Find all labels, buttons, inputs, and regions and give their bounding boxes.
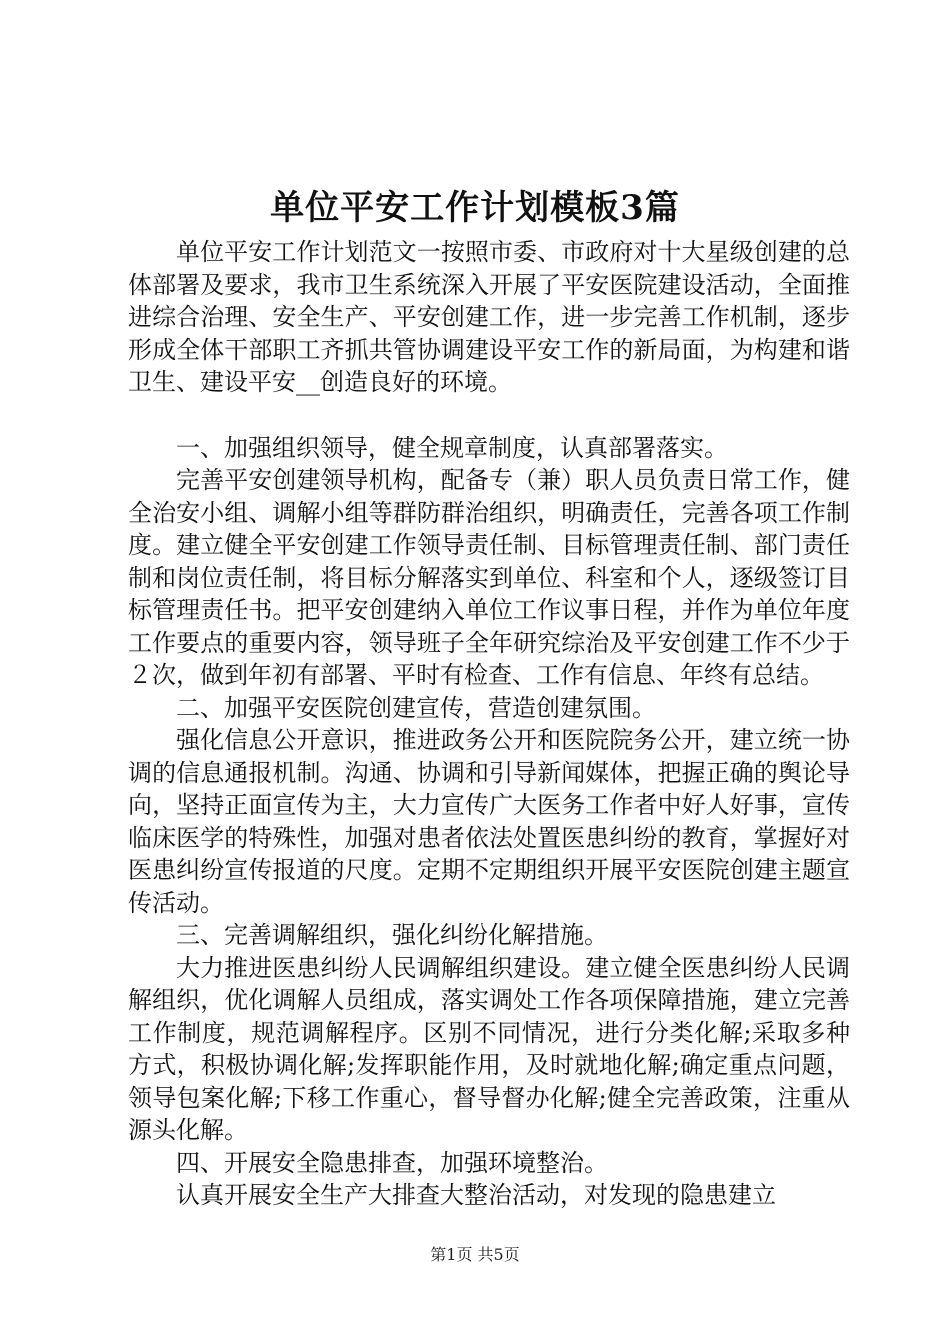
section-heading-2: 二、加强平安医院创建宣传，营造创建氛围。 <box>176 693 656 722</box>
paragraph-gap <box>128 399 850 432</box>
document-title: 单位平安工作计划模板3篇 <box>270 188 680 228</box>
section-paragraph-2: 强化信息公开意识，推进政务公开和医院院务公开，建立统一协调的信息通报机制。沟通、协调和引导新闻媒体，把握正确的舆论导向，坚持正面宣传为主，大力宣传广大医务工作者中好人好事，宣传临床医学的特殊性，加强对患者依法处置医患纠纷的教育，掌握好对医患纠纷宣传报道的尺度。定期不定期组织开展平安医院创建主题宣传活动。 <box>128 726 850 917</box>
section-paragraph-3: 大力推进医患纠纷人民调解组织建设。建立健全医患纠纷人民调解组织，优化调解人员组成，落实调处工作各项保障措施，建立完善工作制度，规范调解程序。区别不同情况，进行分类化解;采取多种方式，积极协调化解;发挥职能作用，及时就地化解;确定重点问题，领导包案化解;下移工作重心，督导督办化解;健全完善政策，注重从源头化解。 <box>128 953 850 1144</box>
document-body <box>128 236 850 1212</box>
intro-paragraph: 单位平安工作计划范文一按照市委、市政府对十大星级创建的总体部署及要求，我市卫生系统深入开展了平安医院建设活动，全面推进综合治理、安全生产、平安创建工作，进一步完善工作机制，逐步形成全体干部职工齐抓共管协调建设平安工作的新局面，为构建和谐卫生、建设平安__创造良好的环境。 <box>128 238 850 396</box>
section-paragraph-1: 完善平安创建领导机构，配备专（兼）职人员负责日常工作，健全治安小组、调解小组等群防群治组织，明确责任，完善各项工作制度。建立健全平安创建工作领导责任制、目标管理责任制、部门责任制和岗位责任制，将目标分解落实到单位、科室和个人，逐级签订目标管理责任书。把平安创建纳入单位工作议事日程，并作为单位年度工作要点的重要内容，领导班子全年研究综治及平安创建工作不少于２次，做到年初有部署、平时有检查、工作有信息、年终有总结。 <box>128 466 850 689</box>
section-heading-4: 四、开展安全隐患排查，加强环境整治。 <box>176 1148 608 1177</box>
section-heading-1: 一、加强组织领导，健全规章制度，认真部署落实。 <box>176 433 728 462</box>
page-footer: 第1页 共5页 <box>430 1245 520 1264</box>
section-paragraph-4: 认真开展安全生产大排查大整治活动，对发现的隐患建立 <box>176 1181 776 1209</box>
section-heading-3: 三、完善调解组织，强化纠纷化解措施。 <box>176 921 608 949</box>
